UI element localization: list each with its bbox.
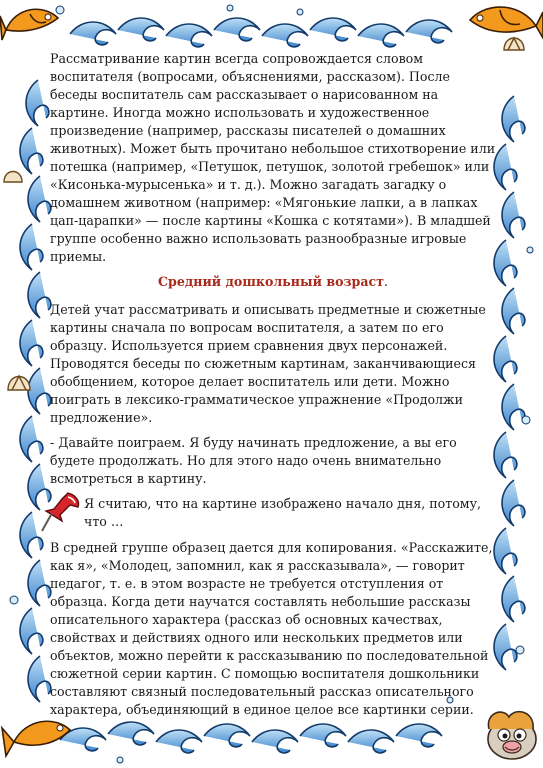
paragraph-copying: В средней группе образец дается для копирования. «Расскажите, как я», «Молодец, запомнил, как я рассказывала», — говорит педагог, т. е. в этом возрасте не требуется отступления от образца. Когда дети научатся составлять небольшие рассказы описательного характера (рассказ об основных качествах, свойствах и действиях одного или нескольких предметов или объектов, можно перейти к рассказыванию по последовательной сюжетной серии картин. С помощью воспитателя дошкольники составляют связный последовательный рассказ описательного характера, объединяющий в единое целое все картинки серии. — [50, 540, 493, 717]
paragraph-intro: Рассматривание картин всегда сопровождается словом воспитателя (вопросами, объяснениями, рассказом). После беседы воспитатель сам рассказывает о нарисованном на картине. Иногда можно использовать и художественное произведение (например, рассказы писателей о домашних животных). Может быть прочитано небольшое стихотворение или потешка (например, «Петушок, петушок, золотой гребешок» или «Кисонька-мурысенька» и т. д.). Можно загадать загадку о домашнем животном (например: «Мягонькие лапки, а в лапках цап-царапки» — после картины «Кошка с котятами»). В младшей группе особенно важно использовать разнообразные игровые приемы. — [50, 51, 496, 264]
cartoon-character-icon — [483, 705, 541, 763]
right-border-waves — [494, 96, 525, 670]
bottom-border-waves — [60, 722, 442, 753]
document-body — [50, 50, 496, 726]
example-sentence-text: Я считаю, что на картине изображено начало дня, потому, что … — [84, 496, 481, 529]
top-border-waves — [70, 18, 452, 47]
left-border-waves — [20, 80, 51, 702]
example-sentence-row — [50, 495, 496, 531]
pushpin-icon — [38, 491, 82, 535]
section-heading — [50, 273, 496, 291]
section-heading-dot: . — [383, 274, 388, 289]
paragraph-game: - Давайте поиграем. Я буду начинать предложение, а вы его будете продолжать. Но для этого надо очень внимательно всмотреться в картину. — [50, 435, 457, 486]
paragraph-middle-age: Детей учат рассматривать и описывать предметные и сюжетные картины сначала по вопросам воспитателя, а затем по его образцу. Используется прием сравнения двух персонажей. Проводятся беседы по сюжетным картинам, заканчивающиеся обобщением, которое делает воспитатель или дети. Можно поиграть в лексико-грамматическое упражнение «Продолжи предложение». — [50, 302, 486, 425]
section-heading-text: Средний дошкольный возраст — [158, 274, 384, 289]
